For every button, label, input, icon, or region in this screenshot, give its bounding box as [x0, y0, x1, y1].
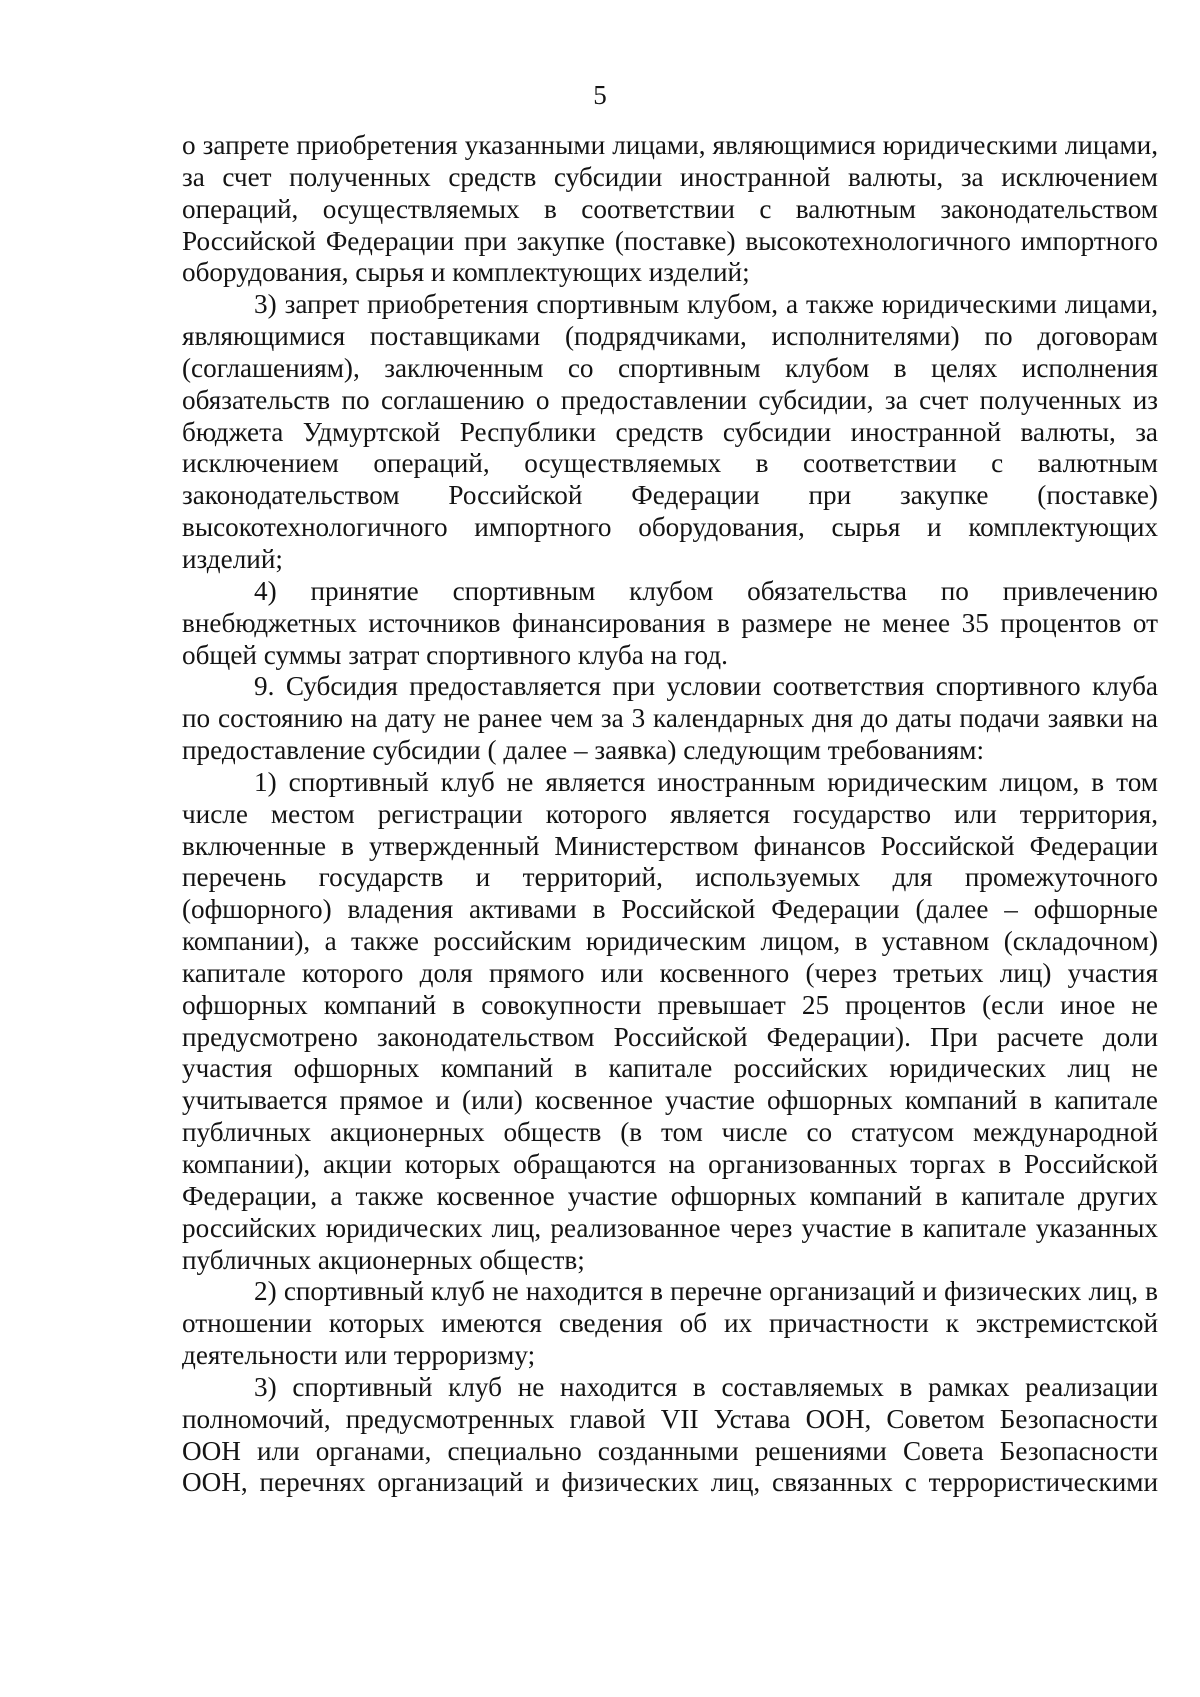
paragraph-item-4-extra-budget-funding: 4) принятие спортивным клубом обязательства по привлечению внебюджетных источников финансирования в размере не менее 35 процентов от общей суммы затрат спортивного клуба на год.: [182, 575, 1158, 670]
paragraph-item-3-currency-ban: 3) запрет приобретения спортивным клубом, а также юридическими лицами, являющимися поставщиками (подрядчиками, исполнителями) по договорам (соглашениям), заключенным со спортивным клубом в целях исполнения обязательств по соглашению о предоставлении субсидии, за счет полученных из бюджета Удмуртской Республики средств субсидии иностранной валюты, за исключением операций, осуществляемых в соответствии с валютным законодательством Российской Федерации при закупке (поставке) высокотехнологичного импортного оборудования, сырья и комплектующих изделий;: [182, 289, 1158, 574]
paragraph-requirement-1-offshore: 1) спортивный клуб не является иностранным юридическим лицом, в том числе местом регистрации которого является государство или территория, включенные в утвержденный Министерством финансов Российской Федерации перечень государств и территорий, используемых для промежуточного (офшорного) владения активами в Российской Федерации (далее – офшорные компании), а также российским юридическим лицом, в уставном (складочном) капитале которого доля прямого или косвенного (через третьих лиц) участия офшорных компаний в совокупности превышает 25 процентов (если иное не предусмотрено законодательством Российской Федерации). При расчете доли участия офшорных компаний в капитале российских юридических лиц не учитывается прямое и (или) косвенное участие офшорных компаний в капитале публичных акционерных обществ (в том числе со статусом международной компании), акции которых обращаются на организованных торгах в Российской Федерации, а также косвенное участие офшорных компаний в капитале других российских юридических лиц, реализованное через участие в капитале указанных публичных акционерных обществ;: [182, 766, 1158, 1275]
paragraph-requirement-3-un-lists: 3) спортивный клуб не находится в составляемых в рамках реализации полномочий, предусмотренных главой VII Устава ООН, Советом Безопасности ООН или органами, специально созданными решениями Совета Безопасности ООН, перечнях организаций и физических лиц, связанных с террористическими: [182, 1371, 1158, 1498]
paragraph-requirement-2-extremism: 2) спортивный клуб не находится в перечне организаций и физических лиц, в отношении которых имеются сведения об их причастности к экстремистской деятельности или терроризму;: [182, 1276, 1158, 1371]
document-body: [182, 130, 1158, 1499]
paragraph-continuation: о запрете приобретения указанными лицами, являющимися юридическими лицами, за счет полученных средств субсидии иностранной валюты, за исключением операций, осуществляемых в соответствии с валютным законодательством Российской Федерации при закупке (поставке) высокотехнологичного импортного оборудования, сырья и комплектующих изделий;: [182, 130, 1158, 288]
page-number: 5: [593, 80, 607, 110]
paragraph-section-9: 9. Субсидия предоставляется при условии соответствия спортивного клуба по состоянию на дату не ранее чем за 3 календарных дня до даты подачи заявки на предоставление субсидии ( далее – заявка) следующим требованиям:: [182, 671, 1158, 766]
